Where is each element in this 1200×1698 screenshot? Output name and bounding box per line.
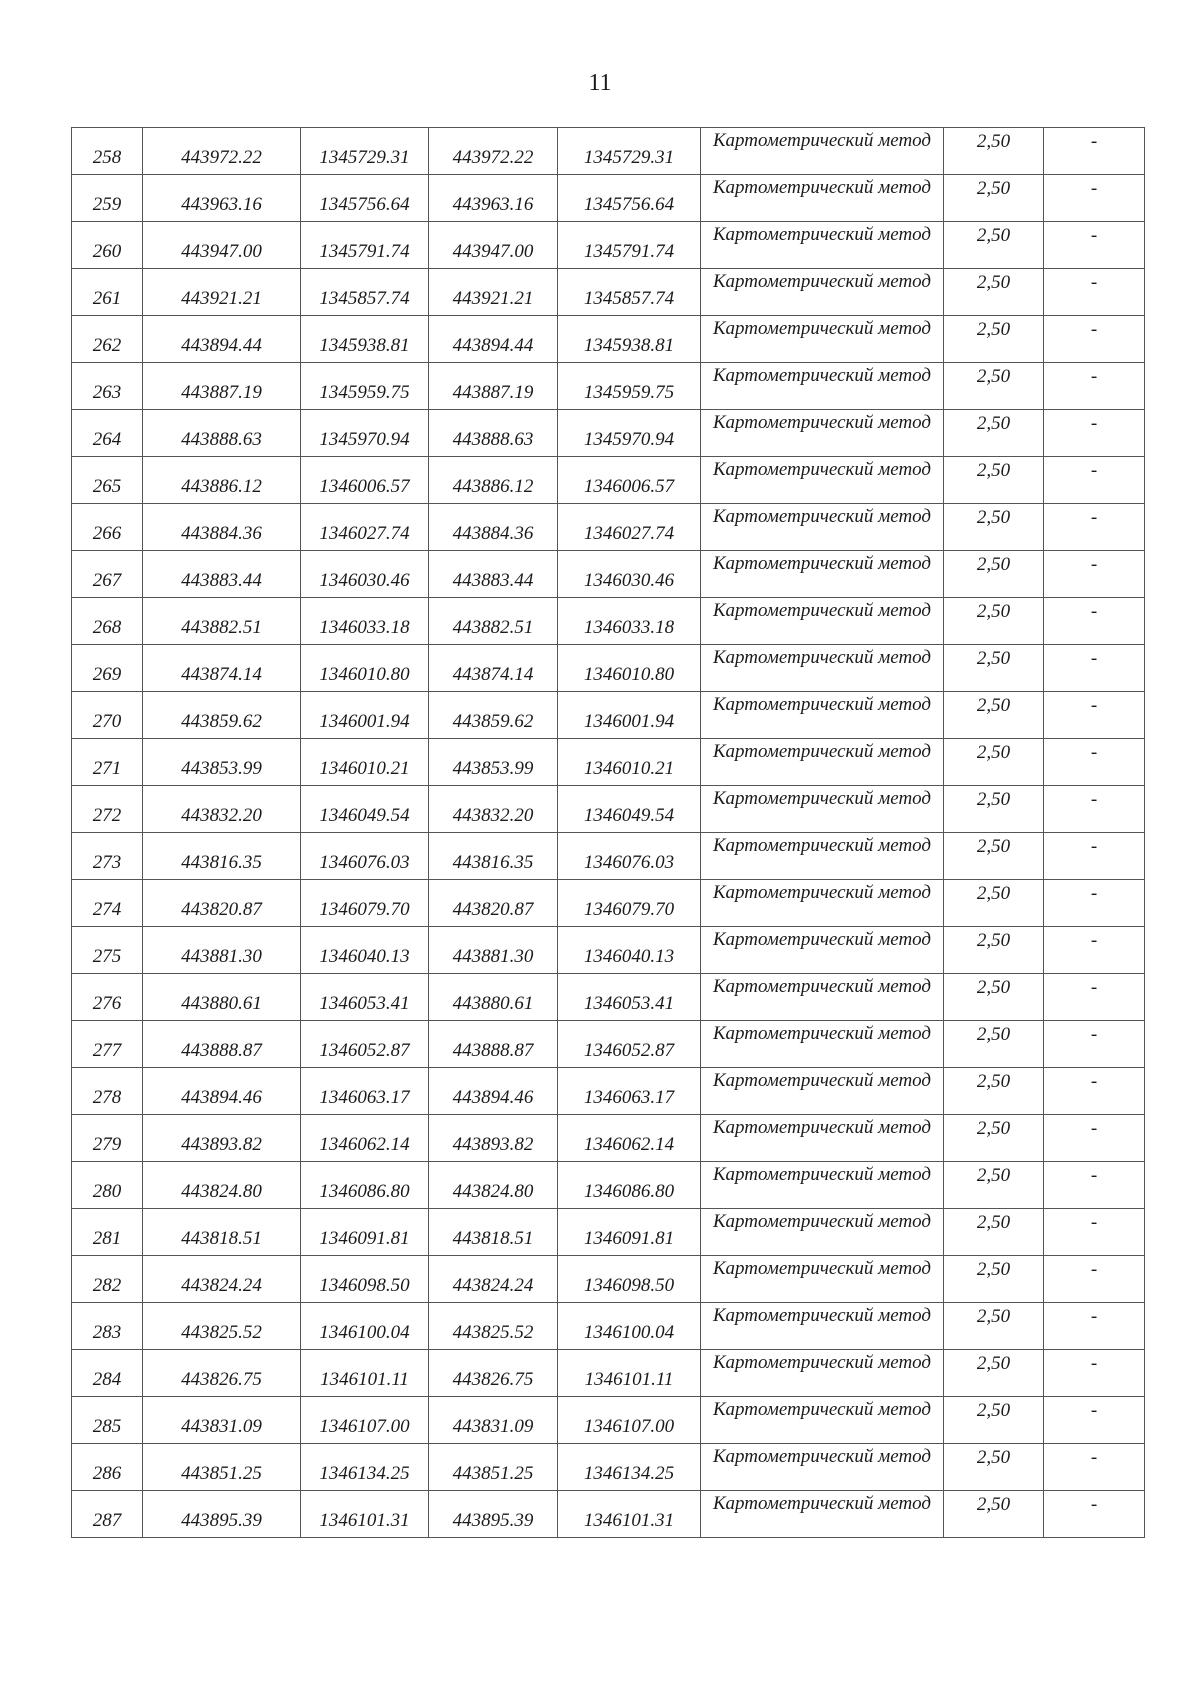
y-existing-cell: 1345756.64 <box>301 175 429 222</box>
method-cell: Картометрический метод <box>701 1444 944 1491</box>
x-existing-cell: 443947.00 <box>143 222 301 269</box>
table-row <box>72 128 1145 175</box>
y-existing-cell: 1346027.74 <box>301 504 429 551</box>
y-new-cell: 1346006.57 <box>558 457 701 504</box>
y-existing-cell: 1346040.13 <box>301 927 429 974</box>
y-new-cell: 1346076.03 <box>558 833 701 880</box>
accuracy-cell: 2,50 <box>944 1491 1044 1538</box>
note-cell: - <box>1044 457 1145 504</box>
x-new-cell: 443893.82 <box>429 1115 558 1162</box>
x-new-cell: 443963.16 <box>429 175 558 222</box>
y-new-cell: 1346010.80 <box>558 645 701 692</box>
y-existing-cell: 1346098.50 <box>301 1256 429 1303</box>
y-new-cell: 1346040.13 <box>558 927 701 974</box>
note-cell: - <box>1044 786 1145 833</box>
x-existing-cell: 443972.22 <box>143 128 301 175</box>
accuracy-cell: 2,50 <box>944 692 1044 739</box>
method-cell: Картометрический метод <box>701 1162 944 1209</box>
y-new-cell: 1346010.21 <box>558 739 701 786</box>
method-cell: Картометрический метод <box>701 551 944 598</box>
x-new-cell: 443886.12 <box>429 457 558 504</box>
method-cell: Картометрический метод <box>701 880 944 927</box>
y-new-cell: 1346030.46 <box>558 551 701 598</box>
accuracy-cell: 2,50 <box>944 1444 1044 1491</box>
accuracy-cell: 2,50 <box>944 316 1044 363</box>
note-cell: - <box>1044 739 1145 786</box>
x-new-cell: 443887.19 <box>429 363 558 410</box>
x-new-cell: 443820.87 <box>429 880 558 927</box>
y-existing-cell: 1346134.25 <box>301 1444 429 1491</box>
method-cell: Картометрический метод <box>701 222 944 269</box>
y-new-cell: 1346053.41 <box>558 974 701 1021</box>
method-cell: Картометрический метод <box>701 927 944 974</box>
accuracy-cell: 2,50 <box>944 1303 1044 1350</box>
y-new-cell: 1346052.87 <box>558 1021 701 1068</box>
accuracy-cell: 2,50 <box>944 1021 1044 1068</box>
table-row <box>72 1444 1145 1491</box>
table-row <box>72 1162 1145 1209</box>
point-number-cell: 269 <box>72 645 143 692</box>
table-row <box>72 551 1145 598</box>
x-existing-cell: 443887.19 <box>143 363 301 410</box>
y-existing-cell: 1346086.80 <box>301 1162 429 1209</box>
y-new-cell: 1345791.74 <box>558 222 701 269</box>
coordinates-table <box>71 127 1145 1538</box>
note-cell: - <box>1044 1209 1145 1256</box>
table-row <box>72 222 1145 269</box>
accuracy-cell: 2,50 <box>944 1209 1044 1256</box>
y-new-cell: 1346063.17 <box>558 1068 701 1115</box>
table-row <box>72 457 1145 504</box>
y-new-cell: 1346101.11 <box>558 1350 701 1397</box>
note-cell: - <box>1044 1491 1145 1538</box>
table-row <box>72 739 1145 786</box>
x-new-cell: 443972.22 <box>429 128 558 175</box>
point-number-cell: 280 <box>72 1162 143 1209</box>
y-existing-cell: 1346030.46 <box>301 551 429 598</box>
y-new-cell: 1346086.80 <box>558 1162 701 1209</box>
x-new-cell: 443824.24 <box>429 1256 558 1303</box>
note-cell: - <box>1044 833 1145 880</box>
table-row <box>72 1397 1145 1444</box>
method-cell: Картометрический метод <box>701 269 944 316</box>
point-number-cell: 260 <box>72 222 143 269</box>
x-existing-cell: 443883.44 <box>143 551 301 598</box>
table-row <box>72 786 1145 833</box>
x-existing-cell: 443921.21 <box>143 269 301 316</box>
x-new-cell: 443859.62 <box>429 692 558 739</box>
accuracy-cell: 2,50 <box>944 1256 1044 1303</box>
y-existing-cell: 1346049.54 <box>301 786 429 833</box>
x-existing-cell: 443893.82 <box>143 1115 301 1162</box>
y-new-cell: 1346033.18 <box>558 598 701 645</box>
x-existing-cell: 443882.51 <box>143 598 301 645</box>
y-new-cell: 1346001.94 <box>558 692 701 739</box>
accuracy-cell: 2,50 <box>944 645 1044 692</box>
point-number-cell: 284 <box>72 1350 143 1397</box>
method-cell: Картометрический метод <box>701 1021 944 1068</box>
point-number-cell: 270 <box>72 692 143 739</box>
x-new-cell: 443831.09 <box>429 1397 558 1444</box>
y-existing-cell: 1346101.11 <box>301 1350 429 1397</box>
accuracy-cell: 2,50 <box>944 927 1044 974</box>
accuracy-cell: 2,50 <box>944 598 1044 645</box>
x-existing-cell: 443832.20 <box>143 786 301 833</box>
y-existing-cell: 1346076.03 <box>301 833 429 880</box>
method-cell: Картометрический метод <box>701 1209 944 1256</box>
method-cell: Картометрический метод <box>701 504 944 551</box>
x-existing-cell: 443853.99 <box>143 739 301 786</box>
note-cell: - <box>1044 1303 1145 1350</box>
note-cell: - <box>1044 1115 1145 1162</box>
note-cell: - <box>1044 175 1145 222</box>
y-existing-cell: 1346079.70 <box>301 880 429 927</box>
x-existing-cell: 443825.52 <box>143 1303 301 1350</box>
method-cell: Картометрический метод <box>701 175 944 222</box>
y-existing-cell: 1345970.94 <box>301 410 429 457</box>
table-row <box>72 175 1145 222</box>
method-cell: Картометрический метод <box>701 1303 944 1350</box>
x-existing-cell: 443895.39 <box>143 1491 301 1538</box>
accuracy-cell: 2,50 <box>944 175 1044 222</box>
x-existing-cell: 443888.87 <box>143 1021 301 1068</box>
table-row <box>72 504 1145 551</box>
method-cell: Картометрический метод <box>701 1397 944 1444</box>
method-cell: Картометрический метод <box>701 739 944 786</box>
table-row <box>72 598 1145 645</box>
point-number-cell: 261 <box>72 269 143 316</box>
method-cell: Картометрический метод <box>701 1115 944 1162</box>
point-number-cell: 278 <box>72 1068 143 1115</box>
x-new-cell: 443881.30 <box>429 927 558 974</box>
table-row <box>72 410 1145 457</box>
y-new-cell: 1346079.70 <box>558 880 701 927</box>
x-new-cell: 443883.44 <box>429 551 558 598</box>
note-cell: - <box>1044 1397 1145 1444</box>
accuracy-cell: 2,50 <box>944 1068 1044 1115</box>
accuracy-cell: 2,50 <box>944 551 1044 598</box>
method-cell: Картометрический метод <box>701 410 944 457</box>
note-cell: - <box>1044 128 1145 175</box>
accuracy-cell: 2,50 <box>944 457 1044 504</box>
accuracy-cell: 2,50 <box>944 269 1044 316</box>
x-new-cell: 443895.39 <box>429 1491 558 1538</box>
accuracy-cell: 2,50 <box>944 880 1044 927</box>
accuracy-cell: 2,50 <box>944 786 1044 833</box>
method-cell: Картометрический метод <box>701 1068 944 1115</box>
accuracy-cell: 2,50 <box>944 222 1044 269</box>
y-existing-cell: 1346033.18 <box>301 598 429 645</box>
point-number-cell: 286 <box>72 1444 143 1491</box>
y-new-cell: 1345970.94 <box>558 410 701 457</box>
x-existing-cell: 443824.80 <box>143 1162 301 1209</box>
accuracy-cell: 2,50 <box>944 739 1044 786</box>
x-new-cell: 443947.00 <box>429 222 558 269</box>
point-number-cell: 277 <box>72 1021 143 1068</box>
accuracy-cell: 2,50 <box>944 1350 1044 1397</box>
y-new-cell: 1345729.31 <box>558 128 701 175</box>
method-cell: Картометрический метод <box>701 316 944 363</box>
point-number-cell: 262 <box>72 316 143 363</box>
method-cell: Картометрический метод <box>701 363 944 410</box>
point-number-cell: 268 <box>72 598 143 645</box>
x-existing-cell: 443859.62 <box>143 692 301 739</box>
method-cell: Картометрический метод <box>701 645 944 692</box>
note-cell: - <box>1044 410 1145 457</box>
x-existing-cell: 443884.36 <box>143 504 301 551</box>
accuracy-cell: 2,50 <box>944 1397 1044 1444</box>
table-row <box>72 692 1145 739</box>
x-new-cell: 443826.75 <box>429 1350 558 1397</box>
y-existing-cell: 1346052.87 <box>301 1021 429 1068</box>
x-existing-cell: 443851.25 <box>143 1444 301 1491</box>
accuracy-cell: 2,50 <box>944 974 1044 1021</box>
x-new-cell: 443825.52 <box>429 1303 558 1350</box>
x-existing-cell: 443894.46 <box>143 1068 301 1115</box>
table-row <box>72 1491 1145 1538</box>
method-cell: Картометрический метод <box>701 598 944 645</box>
y-existing-cell: 1345791.74 <box>301 222 429 269</box>
x-new-cell: 443851.25 <box>429 1444 558 1491</box>
accuracy-cell: 2,50 <box>944 128 1044 175</box>
x-existing-cell: 443874.14 <box>143 645 301 692</box>
x-new-cell: 443888.63 <box>429 410 558 457</box>
table-row <box>72 1209 1145 1256</box>
method-cell: Картометрический метод <box>701 128 944 175</box>
point-number-cell: 276 <box>72 974 143 1021</box>
y-existing-cell: 1345959.75 <box>301 363 429 410</box>
note-cell: - <box>1044 598 1145 645</box>
x-new-cell: 443882.51 <box>429 598 558 645</box>
table-row <box>72 645 1145 692</box>
point-number-cell: 259 <box>72 175 143 222</box>
y-new-cell: 1345959.75 <box>558 363 701 410</box>
y-new-cell: 1346134.25 <box>558 1444 701 1491</box>
note-cell: - <box>1044 974 1145 1021</box>
accuracy-cell: 2,50 <box>944 363 1044 410</box>
note-cell: - <box>1044 927 1145 974</box>
y-existing-cell: 1346063.17 <box>301 1068 429 1115</box>
note-cell: - <box>1044 645 1145 692</box>
x-new-cell: 443816.35 <box>429 833 558 880</box>
y-existing-cell: 1346010.80 <box>301 645 429 692</box>
x-existing-cell: 443963.16 <box>143 175 301 222</box>
y-new-cell: 1345938.81 <box>558 316 701 363</box>
x-existing-cell: 443888.63 <box>143 410 301 457</box>
x-new-cell: 443880.61 <box>429 974 558 1021</box>
note-cell: - <box>1044 1444 1145 1491</box>
table-row <box>72 833 1145 880</box>
point-number-cell: 273 <box>72 833 143 880</box>
note-cell: - <box>1044 1068 1145 1115</box>
y-existing-cell: 1346001.94 <box>301 692 429 739</box>
table-row <box>72 1021 1145 1068</box>
accuracy-cell: 2,50 <box>944 1162 1044 1209</box>
x-new-cell: 443853.99 <box>429 739 558 786</box>
method-cell: Картометрический метод <box>701 974 944 1021</box>
y-existing-cell: 1346091.81 <box>301 1209 429 1256</box>
method-cell: Картометрический метод <box>701 692 944 739</box>
y-new-cell: 1345857.74 <box>558 269 701 316</box>
x-existing-cell: 443880.61 <box>143 974 301 1021</box>
method-cell: Картометрический метод <box>701 1350 944 1397</box>
x-new-cell: 443874.14 <box>429 645 558 692</box>
table-row <box>72 1256 1145 1303</box>
x-new-cell: 443894.46 <box>429 1068 558 1115</box>
y-existing-cell: 1346006.57 <box>301 457 429 504</box>
y-new-cell: 1346101.31 <box>558 1491 701 1538</box>
point-number-cell: 287 <box>72 1491 143 1538</box>
note-cell: - <box>1044 1256 1145 1303</box>
y-existing-cell: 1345857.74 <box>301 269 429 316</box>
x-existing-cell: 443824.24 <box>143 1256 301 1303</box>
accuracy-cell: 2,50 <box>944 504 1044 551</box>
y-new-cell: 1345756.64 <box>558 175 701 222</box>
note-cell: - <box>1044 269 1145 316</box>
x-existing-cell: 443886.12 <box>143 457 301 504</box>
point-number-cell: 265 <box>72 457 143 504</box>
y-existing-cell: 1345729.31 <box>301 128 429 175</box>
table-row <box>72 1303 1145 1350</box>
point-number-cell: 263 <box>72 363 143 410</box>
y-existing-cell: 1346010.21 <box>301 739 429 786</box>
x-existing-cell: 443816.35 <box>143 833 301 880</box>
table-row <box>72 880 1145 927</box>
y-new-cell: 1346107.00 <box>558 1397 701 1444</box>
point-number-cell: 274 <box>72 880 143 927</box>
y-new-cell: 1346091.81 <box>558 1209 701 1256</box>
y-new-cell: 1346027.74 <box>558 504 701 551</box>
method-cell: Картометрический метод <box>701 1491 944 1538</box>
x-new-cell: 443894.44 <box>429 316 558 363</box>
x-new-cell: 443824.80 <box>429 1162 558 1209</box>
x-new-cell: 443888.87 <box>429 1021 558 1068</box>
x-existing-cell: 443818.51 <box>143 1209 301 1256</box>
y-existing-cell: 1346107.00 <box>301 1397 429 1444</box>
x-existing-cell: 443894.44 <box>143 316 301 363</box>
table-row <box>72 316 1145 363</box>
x-new-cell: 443832.20 <box>429 786 558 833</box>
point-number-cell: 272 <box>72 786 143 833</box>
table-row <box>72 1068 1145 1115</box>
y-new-cell: 1346098.50 <box>558 1256 701 1303</box>
method-cell: Картометрический метод <box>701 833 944 880</box>
method-cell: Картометрический метод <box>701 457 944 504</box>
y-existing-cell: 1346053.41 <box>301 974 429 1021</box>
point-number-cell: 258 <box>72 128 143 175</box>
y-existing-cell: 1346101.31 <box>301 1491 429 1538</box>
method-cell: Картометрический метод <box>701 786 944 833</box>
point-number-cell: 282 <box>72 1256 143 1303</box>
x-existing-cell: 443831.09 <box>143 1397 301 1444</box>
y-existing-cell: 1345938.81 <box>301 316 429 363</box>
table-row <box>72 269 1145 316</box>
point-number-cell: 275 <box>72 927 143 974</box>
x-existing-cell: 443826.75 <box>143 1350 301 1397</box>
y-existing-cell: 1346062.14 <box>301 1115 429 1162</box>
y-new-cell: 1346049.54 <box>558 786 701 833</box>
x-existing-cell: 443881.30 <box>143 927 301 974</box>
note-cell: - <box>1044 1021 1145 1068</box>
table-row <box>72 927 1145 974</box>
note-cell: - <box>1044 1162 1145 1209</box>
point-number-cell: 281 <box>72 1209 143 1256</box>
x-existing-cell: 443820.87 <box>143 880 301 927</box>
x-new-cell: 443921.21 <box>429 269 558 316</box>
point-number-cell: 285 <box>72 1397 143 1444</box>
point-number-cell: 264 <box>72 410 143 457</box>
y-new-cell: 1346062.14 <box>558 1115 701 1162</box>
table-row <box>72 1115 1145 1162</box>
accuracy-cell: 2,50 <box>944 833 1044 880</box>
accuracy-cell: 2,50 <box>944 410 1044 457</box>
note-cell: - <box>1044 363 1145 410</box>
table-row <box>72 1350 1145 1397</box>
accuracy-cell: 2,50 <box>944 1115 1044 1162</box>
x-new-cell: 443818.51 <box>429 1209 558 1256</box>
note-cell: - <box>1044 316 1145 363</box>
point-number-cell: 266 <box>72 504 143 551</box>
note-cell: - <box>1044 880 1145 927</box>
note-cell: - <box>1044 692 1145 739</box>
table-row <box>72 974 1145 1021</box>
page-number: 11 <box>588 70 612 96</box>
note-cell: - <box>1044 1350 1145 1397</box>
note-cell: - <box>1044 504 1145 551</box>
table-row <box>72 363 1145 410</box>
point-number-cell: 267 <box>72 551 143 598</box>
point-number-cell: 271 <box>72 739 143 786</box>
table-body <box>72 128 1145 1538</box>
point-number-cell: 283 <box>72 1303 143 1350</box>
point-number-cell: 279 <box>72 1115 143 1162</box>
note-cell: - <box>1044 222 1145 269</box>
y-existing-cell: 1346100.04 <box>301 1303 429 1350</box>
method-cell: Картометрический метод <box>701 1256 944 1303</box>
y-new-cell: 1346100.04 <box>558 1303 701 1350</box>
x-new-cell: 443884.36 <box>429 504 558 551</box>
note-cell: - <box>1044 551 1145 598</box>
